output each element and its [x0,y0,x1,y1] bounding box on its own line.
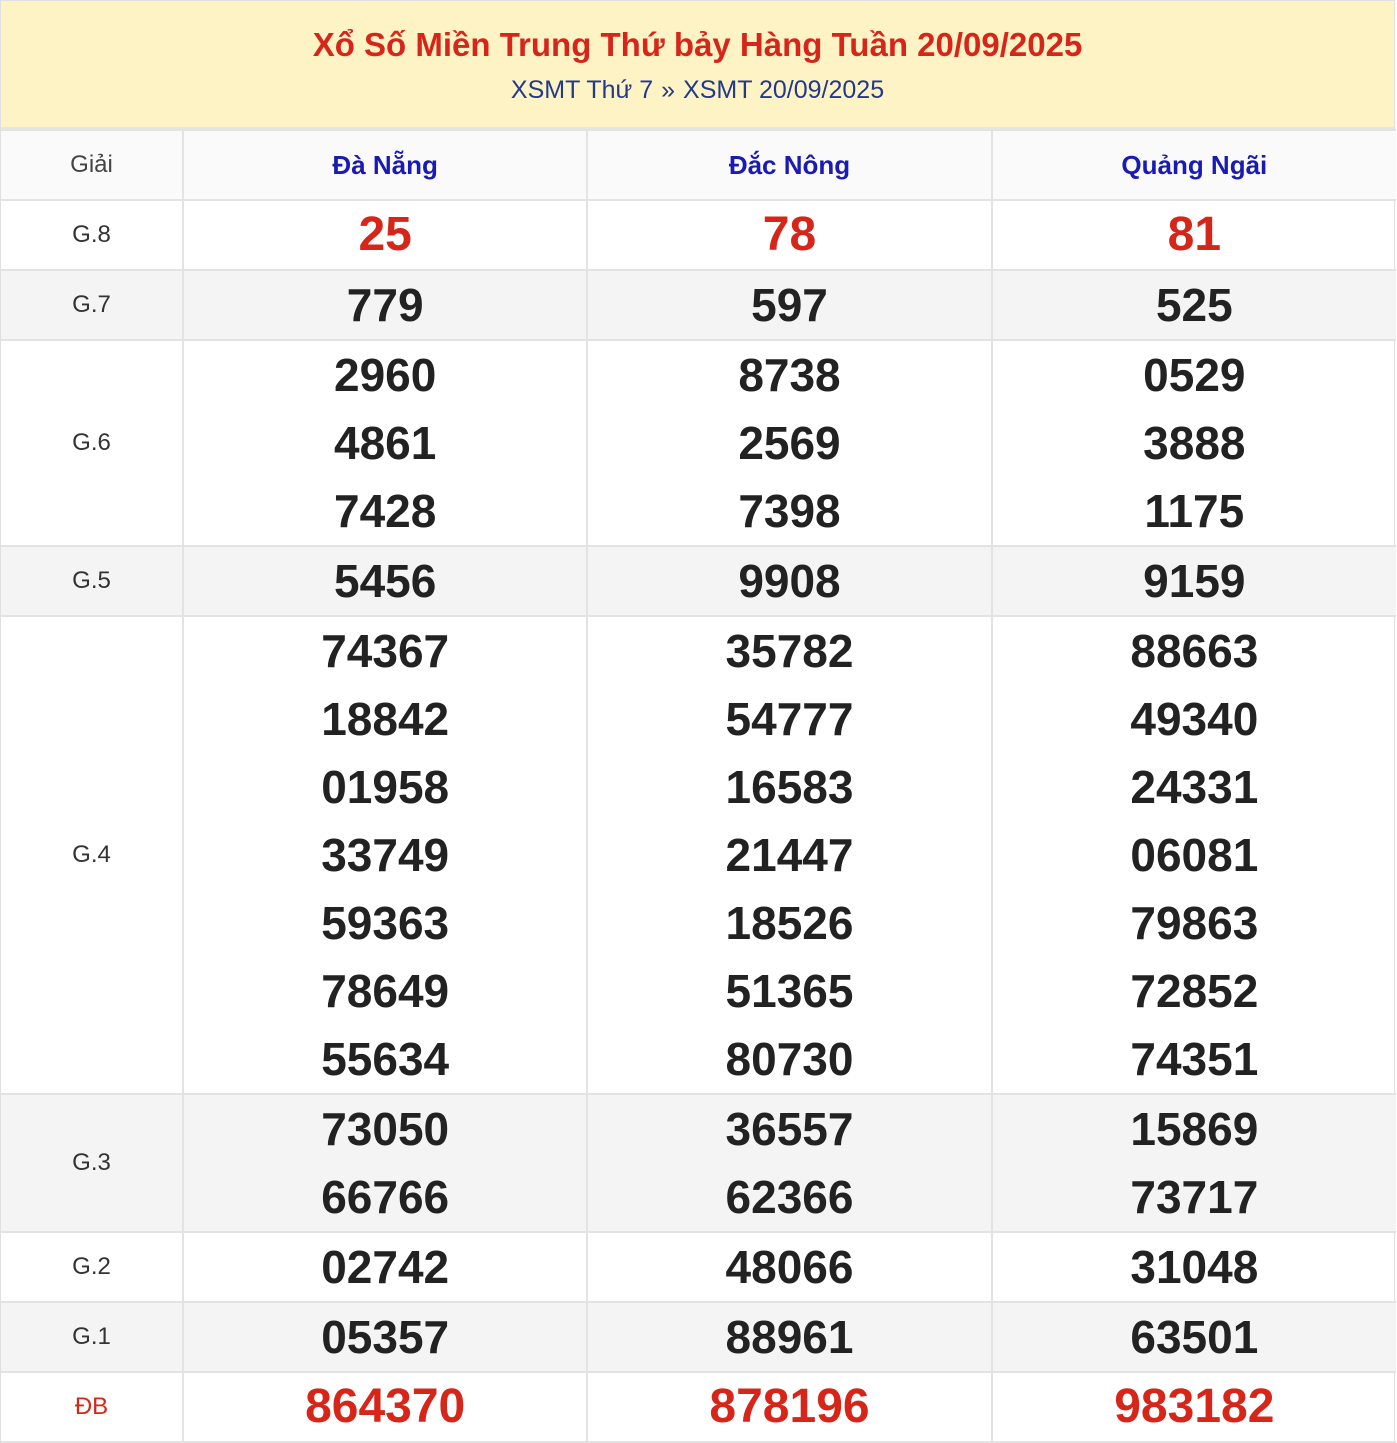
prize-label: G.2 [1,1232,183,1302]
winning-number: 78649 [321,965,450,1017]
winning-number: 597 [751,279,828,331]
breadcrumb [1,75,1394,105]
result-cell-dac-nong [587,546,991,616]
page-title: Xổ Số Miền Trung Thứ bảy Hàng Tuần 20/09/2025 [312,26,1083,63]
winning-number: 49340 [1130,693,1259,745]
winning-number: 54777 [725,693,854,745]
result-cell-dac-nong [587,1094,991,1232]
result-cell-da-nang [183,340,587,546]
province-header-quang-ngai[interactable]: Quảng Ngãi [992,130,1396,200]
winning-number: 2569 [738,417,841,469]
winning-number: 9908 [738,555,841,607]
prize-row-g3 [1,1094,1396,1232]
winning-number: 74351 [1130,1033,1259,1085]
winning-number: 55634 [321,1033,450,1085]
prize-label: G.8 [1,200,183,270]
prize-row-g4 [1,616,1396,1094]
winning-number: 63501 [1130,1311,1259,1363]
winning-number: 74367 [321,625,450,677]
result-cell-dac-nong [587,616,991,1094]
winning-number: 06081 [1130,829,1259,881]
winning-number: 24331 [1130,761,1259,813]
winning-number: 01958 [321,761,450,813]
winning-number: 33749 [321,829,450,881]
prize-label: ĐB [1,1372,183,1442]
results-body [1,200,1396,1442]
winning-number: 88961 [725,1311,854,1363]
result-cell-dac-nong [587,200,991,270]
result-cell-quang-ngai [992,1372,1396,1442]
result-cell-quang-ngai [992,1094,1396,1232]
prize-label: G.4 [1,616,183,1094]
result-cell-quang-ngai [992,340,1396,546]
winning-number: 79863 [1130,897,1259,949]
result-cell-da-nang [183,1094,587,1232]
breadcrumb-current-date[interactable]: XSMT 20/09/2025 [683,76,885,104]
prize-label: G.6 [1,340,183,546]
results-table [1,129,1396,1443]
winning-number: 18526 [725,897,854,949]
winning-number: 51365 [725,965,854,1017]
result-cell-da-nang [183,1232,587,1302]
winning-number: 59363 [321,897,450,949]
prize-row-g6 [1,340,1396,546]
winning-number: 80730 [725,1033,854,1085]
winning-number: 02742 [321,1241,450,1293]
result-cell-dac-nong [587,340,991,546]
winning-number: 5456 [333,555,437,607]
special-prize-number: 864370 [305,1380,466,1433]
prize-row-db [1,1372,1396,1442]
winning-number: 73717 [1130,1171,1259,1223]
winning-number: 25 [358,208,412,261]
winning-number: 36557 [725,1103,854,1155]
result-cell-da-nang [183,1372,587,1442]
result-cell-quang-ngai [992,616,1396,1094]
winning-number: 18842 [321,693,450,745]
special-prize-number: 878196 [709,1380,870,1433]
winning-number: 35782 [725,625,854,677]
result-cell-dac-nong [587,1232,991,1302]
result-cell-da-nang [183,546,587,616]
result-cell-dac-nong [587,1302,991,1372]
winning-number: 0529 [1143,349,1246,401]
winning-number: 16583 [725,761,854,813]
table-header-row [1,130,1396,200]
winning-number: 525 [1155,279,1233,331]
winning-number: 78 [762,208,817,261]
result-cell-quang-ngai [992,546,1396,616]
prize-label: G.5 [1,546,183,616]
winning-number: 48066 [725,1241,854,1293]
result-cell-dac-nong [587,270,991,340]
prize-row-g7 [1,270,1396,340]
winning-number: 05357 [321,1311,450,1363]
winning-number: 62366 [725,1171,854,1223]
winning-number: 21447 [725,829,854,881]
prize-label: G.3 [1,1094,183,1232]
results-header [1,1,1394,129]
prize-column-header: Giải [1,130,183,200]
prize-row-g8 [1,200,1396,270]
result-cell-quang-ngai [992,1232,1396,1302]
winning-number: 8738 [738,349,841,401]
winning-number: 7428 [333,485,437,537]
special-prize-number: 983182 [1114,1380,1275,1433]
winning-number: 779 [346,279,424,331]
result-cell-da-nang [183,200,587,270]
winning-number: 81 [1167,208,1222,261]
prize-row-g2 [1,1232,1396,1302]
winning-number: 9159 [1143,555,1246,607]
breadcrumb-link-thu7[interactable]: XSMT Thứ 7 [510,76,654,104]
prize-label: G.1 [1,1302,183,1372]
result-cell-quang-ngai [992,270,1396,340]
winning-number: 3888 [1143,417,1246,469]
winning-number: 2960 [333,349,437,401]
breadcrumb-separator: » [661,76,676,104]
result-cell-dac-nong [587,1372,991,1442]
winning-number: 66766 [321,1171,450,1223]
winning-number: 72852 [1130,965,1259,1017]
result-cell-da-nang [183,616,587,1094]
prize-label: G.7 [1,270,183,340]
prize-row-g1 [1,1302,1396,1372]
result-cell-da-nang [183,270,587,340]
province-header-da-nang[interactable]: Đà Nẵng [183,130,587,200]
winning-number: 1175 [1144,485,1245,537]
result-cell-quang-ngai [992,200,1396,270]
result-cell-quang-ngai [992,1302,1396,1372]
winning-number: 15869 [1130,1103,1259,1155]
winning-number: 73050 [321,1103,450,1155]
winning-number: 31048 [1130,1241,1259,1293]
prize-row-g5 [1,546,1396,616]
province-header-dac-nong[interactable]: Đắc Nông [587,130,991,200]
winning-number: 88663 [1130,625,1259,677]
winning-number: 7398 [738,485,841,537]
winning-number: 4861 [333,417,437,469]
result-cell-da-nang [183,1302,587,1372]
